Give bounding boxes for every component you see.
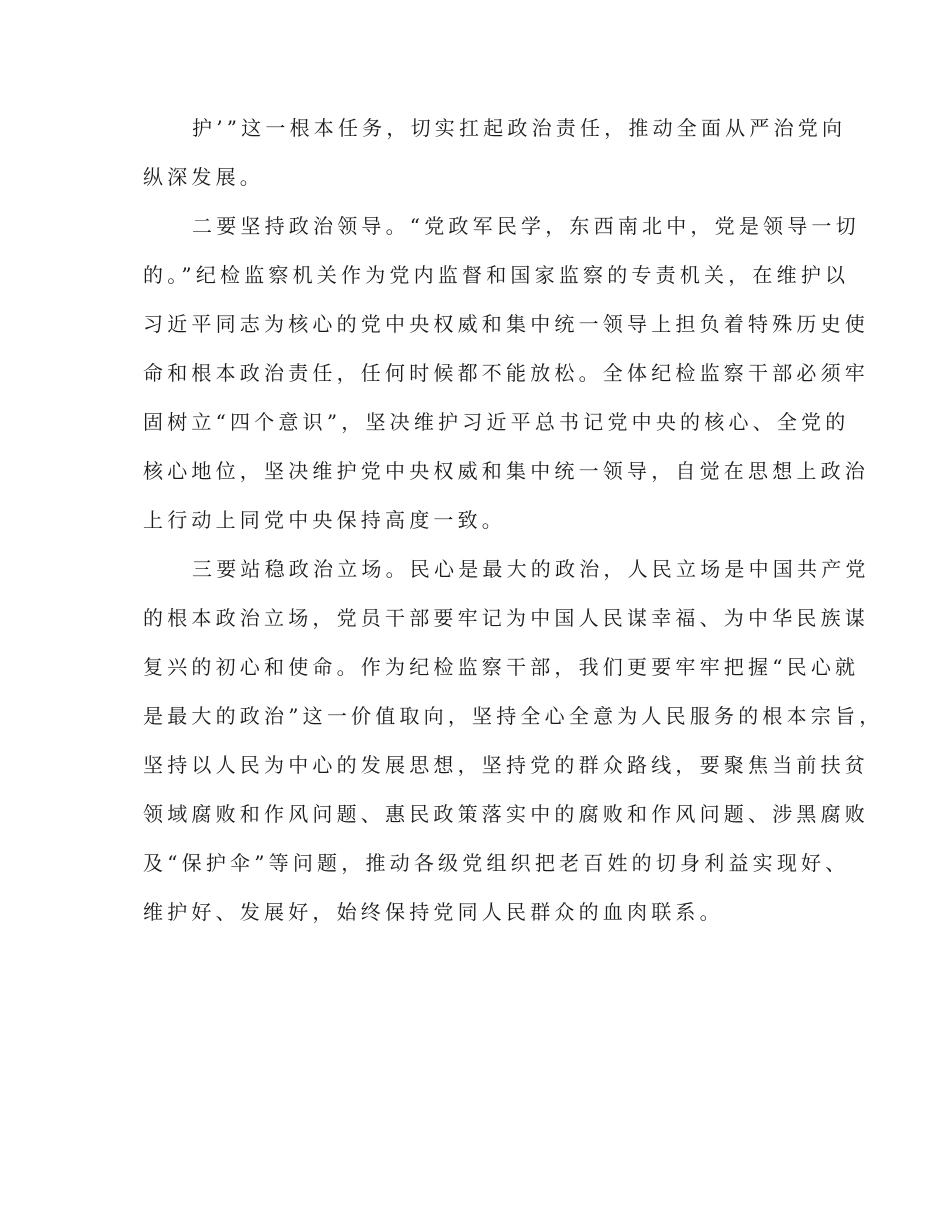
text-line: 领域腐败和作风问题、惠民政策落实中的腐败和作风问题、涉黑腐败	[143, 802, 869, 826]
body-text	[143, 104, 884, 937]
text-line: 固树立“四个意识”，坚决维护习近平总书记党中央的核心、全党的	[143, 410, 850, 434]
text-line: 二要坚持政治领导。“党政军民学，东西南北中，党是领导一切	[192, 214, 860, 238]
text-line: 纵深发展。	[143, 165, 264, 189]
text-line: 的根本政治立场，党员干部要牢记为中国人民谋幸福、为中华民族谋	[143, 606, 869, 630]
text-line: 坚持以人民为中心的发展思想，坚持党的群众路线，要聚焦当前扶贫	[143, 753, 869, 777]
text-line: 命和根本政治责任，任何时候都不能放松。全体纪检监察干部必须牢	[143, 361, 869, 385]
text-line: 及“保护伞”等问题，推动各级党组织把老百姓的切身利益实现好、	[143, 851, 850, 875]
text-line: 是最大的政治”这一价值取向，坚持全心全意为人民服务的根本宗旨，	[143, 704, 884, 728]
text-line: 上行动上同党中央保持高度一致。	[143, 508, 506, 532]
text-line: 复兴的初心和使命。作为纪检监察干部，我们更要牢牢把握“民心就	[143, 655, 860, 679]
text-line: 维护好、发展好，始终保持党同人民群众的血肉联系。	[143, 900, 724, 924]
text-line: 护’”这一根本任务，切实扛起政治责任，推动全面从严治党向	[192, 116, 847, 140]
text-line: 三要站稳政治立场。民心是最大的政治，人民立场是中国共产党	[192, 557, 870, 581]
text-line: 习近平同志为核心的党中央权威和集中统一领导上担负着特殊历史使	[143, 312, 869, 336]
text-line: 的。”纪检监察机关作为党内监督和国家监察的专责机关，在维护以	[143, 263, 850, 287]
text-line: 核心地位，坚决维护党中央权威和集中统一领导，自觉在思想上政治	[143, 459, 869, 483]
